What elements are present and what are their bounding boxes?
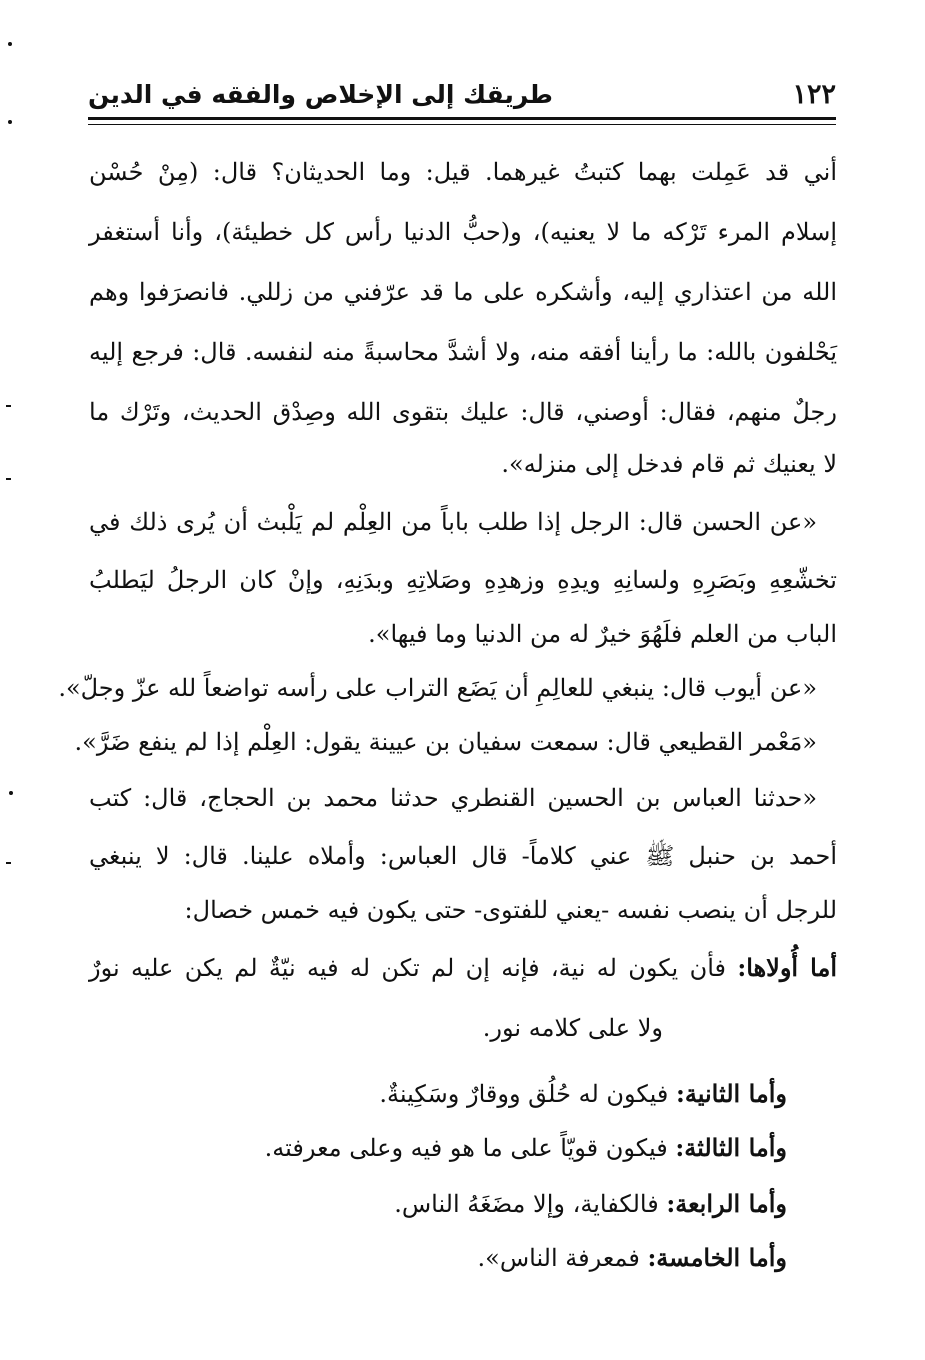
quality-text: فيكون قويّاً على ما هو فيه وعلى معرفته. bbox=[264, 1134, 676, 1162]
text-line: أني قد عَمِلت بهما كتبتُ غيرهما. قيل: وما الحديثان؟ قال: (مِنْ حُسْن bbox=[89, 158, 837, 186]
quality-text: فالكفاية، وإلا مضَغَهُ الناس. bbox=[394, 1190, 667, 1218]
quote-hasan-line: «عن الحسن قال: الرجل إذا طلب باباً من العِلْم لم يَلْبث أن يُرى ذلك في bbox=[89, 508, 817, 536]
quality-text: فمعرفة الناس». bbox=[477, 1244, 648, 1272]
quality-text: فيكون له حُلُق ووقارٌ وسَكِينةٌ. bbox=[379, 1080, 677, 1108]
text-line: لا يعنيك ثم قام فدخل إلى منزله». bbox=[501, 450, 837, 478]
quote-abbas-line: أحمد بن حنبل ﷺ عني كلاماً- قال العباس: وأملاه علينا. قال: لا ينبغي bbox=[89, 842, 837, 870]
text-line: الله من اعتذاري إليه، وأشكره على ما قد عرّفني من زللي. فانصرَفوا وهم bbox=[89, 278, 837, 306]
scan-speck bbox=[9, 791, 13, 795]
scan-speck bbox=[8, 42, 12, 46]
scan-speck bbox=[8, 120, 12, 124]
quality-first bbox=[89, 940, 837, 996]
text-line: يَحْلفون بالله: ما رأينا أفقه منه، ولا أشدَّ محاسبةً منه لنفسه. قال: فرجع إليه bbox=[89, 338, 837, 366]
quality-fourth bbox=[394, 1176, 787, 1232]
quality-text: فأن يكون له نية، فإنه إن لم تكن له فيه نيّةٌ لم يكن عليه نورٌ bbox=[89, 954, 738, 982]
quality-fifth bbox=[478, 1230, 787, 1286]
text-line: رجلٌ منهم، فقال: أوصني، قال: عليك بتقوى الله وصِدْق الحديث، وتَرْك ما bbox=[89, 398, 837, 426]
quality-label: أما أُولاها: bbox=[737, 953, 837, 982]
quality-text: ولا على كلامه نور. bbox=[482, 1014, 663, 1042]
quote-mamar: «مَعْمر القطيعي قال: سمعت سفيان بن عيينة يقول: العِلْم إذا لم ينفع ضَرَّ». bbox=[74, 728, 817, 756]
quality-label: وأما الثانية: bbox=[676, 1079, 787, 1108]
quote-ayyub: «عن أيوب قال: ينبغي للعالِمِ أن يَضَع التراب على رأسه تواضعاً لله عزّ وجلّ». bbox=[58, 674, 817, 702]
running-title: طريقك إلى الإخلاص والفقه في الدين bbox=[88, 79, 553, 109]
quality-label: وأما الرابعة: bbox=[666, 1189, 787, 1218]
quote-hasan-line: تخشّعِهِ وبَصَرِهِ ولسانِهِ ويدِهِ وزهدِهِ وصَلاتِهِ وبدَنِهِ، وإنْ كان الرجلُ ليَطلبُ bbox=[89, 566, 837, 594]
page-header bbox=[88, 72, 836, 116]
scan-speck bbox=[6, 405, 11, 407]
quality-label: وأما الخامسة: bbox=[647, 1243, 787, 1272]
quality-label: وأما الثالثة: bbox=[675, 1133, 787, 1162]
quote-hasan-line: الباب من العلم فلَهُوَ خيرٌ له من الدنيا وما فيها». bbox=[368, 620, 837, 648]
text-line: إسلام المرء تَرْكه ما لا يعنيه)، و(حبُّ الدنيا رأس كل خطيئة)، وأنا أستغفر bbox=[89, 218, 837, 246]
header-rule-thick bbox=[88, 117, 836, 120]
quote-abbas-line: «حدثنا العباس بن الحسين القنطري حدثنا محمد بن الحجاج، قال: كتب bbox=[89, 784, 817, 812]
page-number: ١٢٢ bbox=[792, 78, 836, 110]
quality-first-cont bbox=[483, 1000, 663, 1056]
header-rule-thin bbox=[88, 124, 836, 125]
scan-speck bbox=[6, 862, 11, 864]
scan-speck bbox=[6, 478, 11, 480]
quality-third bbox=[265, 1120, 787, 1176]
quote-abbas-line: للرجل أن ينصب نفسه -يعني للفتوى- حتى يكون فيه خمس خصال: bbox=[184, 896, 837, 924]
quality-second bbox=[379, 1066, 787, 1122]
